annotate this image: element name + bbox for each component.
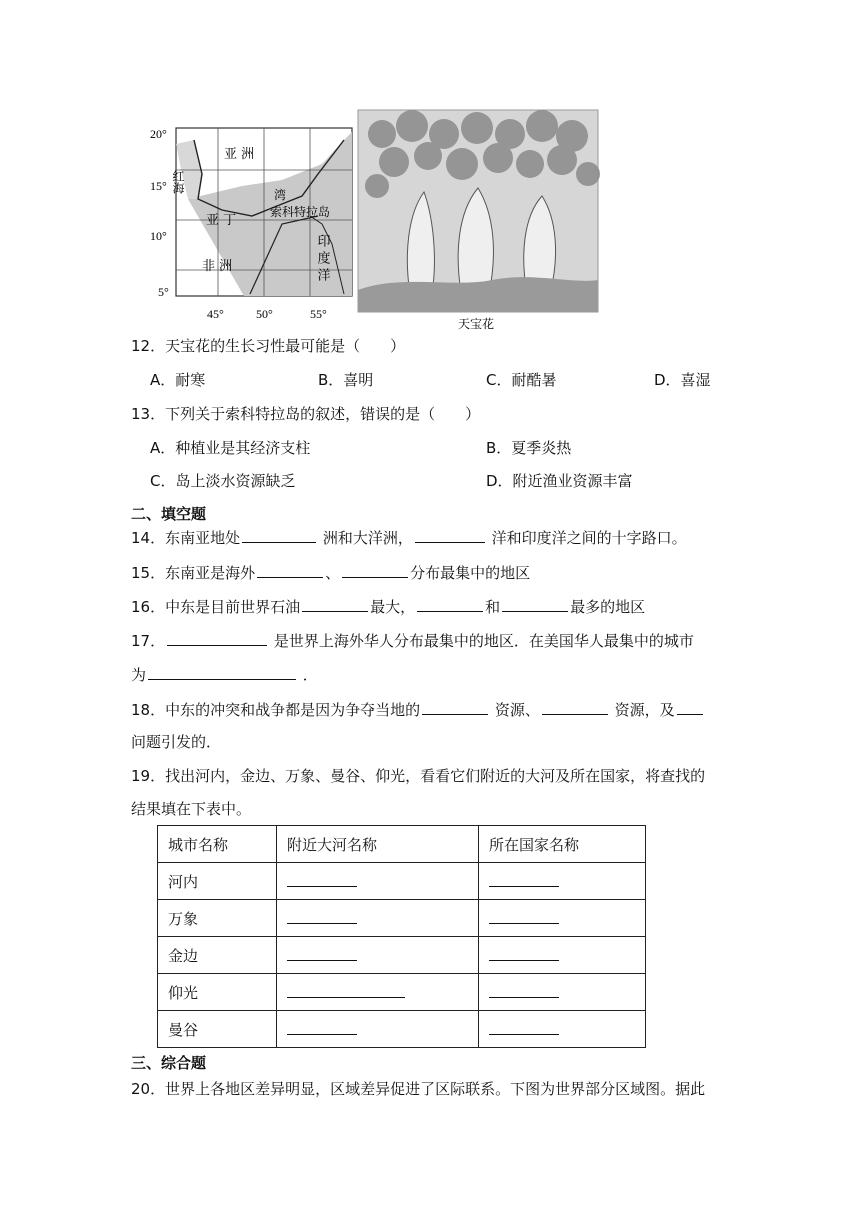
q15-text: 15．东南亚是海外 — [131, 564, 256, 582]
section-heading-fill-in: 二、填空题 — [131, 505, 207, 523]
table-row — [158, 900, 646, 937]
map-label-bay: 湾 — [274, 188, 287, 202]
q17-text: ． — [298, 666, 318, 684]
q16-text: 和 — [485, 598, 501, 616]
city-name-cell: 曼谷 — [158, 1011, 277, 1048]
q12-option-c[interactable]: C．耐酷暑 — [486, 371, 557, 389]
table-row — [158, 863, 646, 900]
q17-text: 为 — [131, 666, 147, 684]
q15-text: 分布最集中的地区 — [410, 564, 531, 582]
country-answer-blank[interactable] — [489, 983, 559, 998]
q13-option-c[interactable]: C．岛上淡水资源缺乏 — [150, 472, 296, 490]
q17-text: 17． — [131, 632, 166, 650]
q17-text: 是世界上海外华人分布最集中的地区．在美国华人最集中的城市 — [269, 632, 694, 650]
bottle-tree-photo — [358, 110, 600, 331]
map-label-indian-ocean: 印 度 洋 — [314, 234, 330, 282]
table-row — [158, 937, 646, 974]
q16-text: 最多的地区 — [570, 598, 646, 616]
lat-label: 10° — [150, 229, 167, 243]
q18-text: 18．中东的冲突和战争都是因为争夺当地的 — [131, 701, 421, 719]
q13-option-b[interactable]: B．夏季炎热 — [486, 439, 572, 457]
question-17-line-1 — [131, 630, 694, 652]
river-answer-blank[interactable] — [287, 1020, 357, 1035]
q17-blank-1[interactable] — [167, 630, 267, 646]
lon-label: 50° — [256, 307, 273, 321]
q18-blank-3[interactable] — [677, 699, 703, 715]
q18-blank-2[interactable] — [542, 699, 608, 715]
question-13-stem: 13．下列关于索科特拉岛的叙述，错误的是（ ） — [131, 405, 481, 423]
map-label-socotra: 索科特拉岛 — [270, 205, 331, 219]
river-answer-blank[interactable] — [287, 946, 357, 961]
q18-text: 资源，及 — [609, 701, 675, 719]
q13-option-a[interactable]: A．种植业是其经济支柱 — [150, 439, 311, 457]
city-name-cell: 河内 — [158, 863, 277, 900]
table-row — [158, 1011, 646, 1048]
q18-text: 资源、 — [490, 701, 540, 719]
country-answer-blank[interactable] — [489, 946, 559, 961]
q15-text: 、 — [325, 564, 341, 582]
question-17-line-2 — [131, 664, 318, 686]
q16-text: 16．中东是目前世界石油 — [131, 598, 301, 616]
q12-option-d[interactable]: D．喜湿 — [654, 371, 711, 389]
lat-label: 15° — [150, 179, 167, 193]
table-header-cell: 所在国家名称 — [479, 826, 646, 863]
map-label-aden: 亚 丁 — [206, 213, 237, 228]
q15-blank-2[interactable] — [342, 562, 408, 578]
lon-label: 45° — [207, 307, 224, 321]
river-country-table — [157, 825, 646, 1048]
question-19-line-1: 19．找出河内，金边、万象、曼谷、仰光，看看它们附近的大河及所在国家，将查找的 — [131, 767, 706, 785]
lat-label: 5° — [158, 285, 169, 299]
question-12-stem: 12．天宝花的生长习性最可能是（ ） — [131, 337, 406, 355]
table-header-row — [158, 826, 646, 863]
q12-option-b[interactable]: B．喜明 — [318, 371, 374, 389]
q12-option-a[interactable]: A．耐寒 — [150, 371, 206, 389]
country-answer-blank[interactable] — [489, 1020, 559, 1035]
city-name-cell: 金边 — [158, 937, 277, 974]
question-15 — [131, 562, 530, 584]
q16-blank-2[interactable] — [417, 596, 483, 612]
map-label-asia: 亚 洲 — [224, 147, 255, 162]
lon-label: 55° — [310, 307, 327, 321]
question-14 — [131, 527, 687, 549]
river-answer-blank[interactable] — [287, 909, 357, 924]
q15-blank-1[interactable] — [257, 562, 323, 578]
country-answer-blank[interactable] — [489, 909, 559, 924]
map-label-red-sea: 红海 — [171, 170, 185, 194]
table-header-cell: 附近大河名称 — [277, 826, 479, 863]
lat-label: 20° — [150, 127, 167, 141]
question-figure — [132, 104, 610, 334]
q16-blank-1[interactable] — [302, 596, 368, 612]
city-name-cell: 万象 — [158, 900, 277, 937]
table-row — [158, 974, 646, 1011]
q14-blank-2[interactable] — [415, 527, 485, 543]
q16-text: 最大， — [370, 598, 416, 616]
question-20: 20．世界上各地区差异明显，区域差异促进了区际联系。下图为世界部分区域图。据此 — [131, 1080, 706, 1098]
map-label-africa: 非 洲 — [202, 259, 233, 274]
question-16 — [131, 596, 645, 618]
map-and-photo — [132, 104, 610, 334]
region-map — [150, 127, 352, 321]
q14-text: 洋和印度洋之间的十字路口。 — [486, 529, 687, 547]
question-19-line-2: 结果填在下表中。 — [131, 800, 252, 818]
question-18-line-2: 问题引发的． — [131, 733, 222, 751]
q13-option-d[interactable]: D．附近渔业资源丰富 — [486, 472, 633, 490]
photo-caption: 天宝花 — [458, 317, 495, 331]
section-heading-comprehensive: 三、综合题 — [131, 1054, 207, 1072]
q17-blank-2[interactable] — [148, 664, 296, 680]
river-answer-blank[interactable] — [287, 983, 405, 998]
table-header-cell: 城市名称 — [158, 826, 277, 863]
q14-text: 洲和大洋洲， — [318, 529, 413, 547]
q14-text: 14．东南亚地处 — [131, 529, 241, 547]
q14-blank-1[interactable] — [242, 527, 316, 543]
q16-blank-3[interactable] — [502, 596, 568, 612]
city-name-cell: 仰光 — [158, 974, 277, 1011]
q18-blank-1[interactable] — [422, 699, 488, 715]
river-answer-blank[interactable] — [287, 872, 357, 887]
question-18-line-1 — [131, 699, 705, 721]
country-answer-blank[interactable] — [489, 872, 559, 887]
